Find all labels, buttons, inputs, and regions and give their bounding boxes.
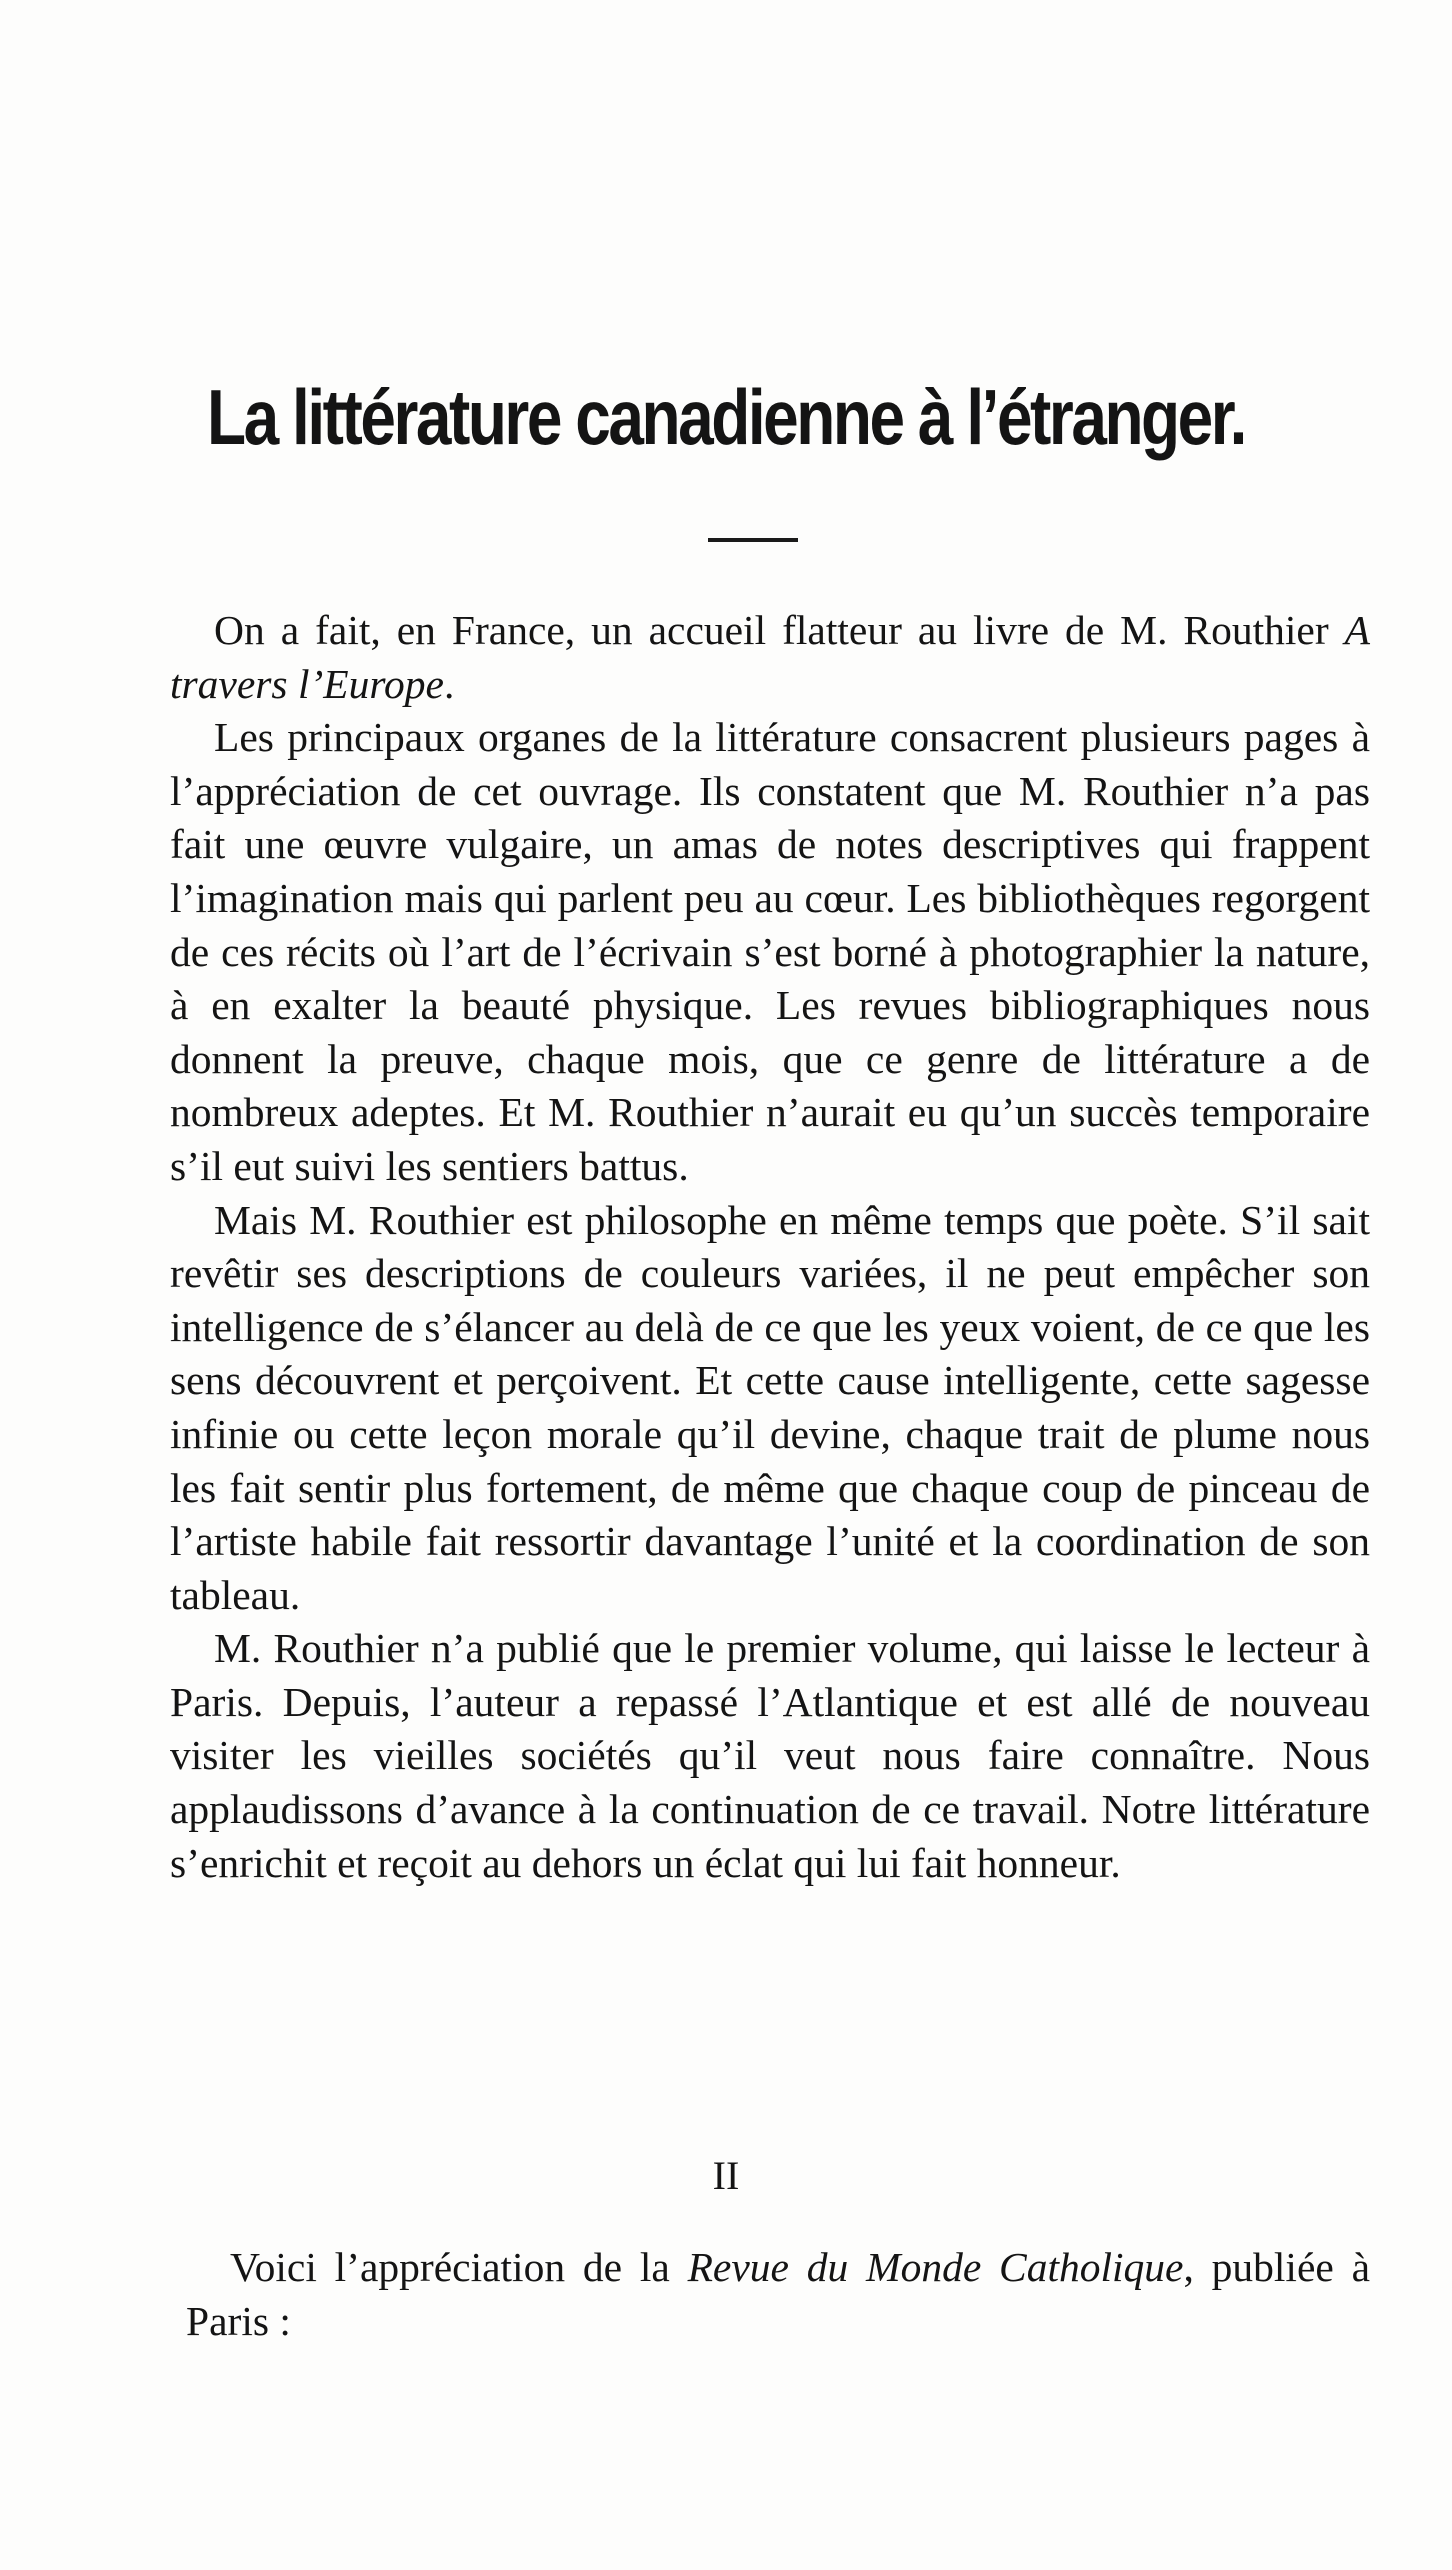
paragraph-4: M. Routhier n’a publié que le premier volume, qui laisse le lecteur à Paris. Depuis, l’auteur a repassé l’Atlantique et est allé de nouveau visiter les vieilles sociétés qu’il veut nous faire connaître. Nous applaudissons d’avance à la continuation de ce travail. Notre littérature s’enrichit et reçoit au dehors un éclat qui lui fait honneur.: [170, 1625, 1370, 1886]
book-title-reference: A travers l’Europe: [170, 607, 1370, 707]
paragraph-3: Mais M. Routhier est philosophe en même temps que poète. S’il sait revêtir ses descriptions de couleurs variées, il ne peut empêcher son intelligence de s’élancer au delà de ce que les yeux voient, de ce que les sens découvrent et perçoivent. Et cette cause intelligente, cette sagesse infinie ou cette leçon morale qu’il devine, chaque trait de plume nous les fait sentir plus fortement, de même que chaque coup de pinceau de l’artiste habile fait ressortir davantage l’unité et la coordination de son tableau.: [170, 1196, 1370, 1618]
journal-title-reference: Revue du Monde Catholique: [687, 2244, 1184, 2290]
paragraph-2: Les principaux organes de la littérature consacrent plusieurs pages à l’appréciation de cet ouvrage. Ils constatent que M. Routhier n’a pas fait une œuvre vulgaire, un amas de notes descriptives qui frappent l’imagination mais qui parlent peu au cœur. Les bibliothèques regorgent de ces récits où l’art de l’écrivain s’est borné à photographier la nature, à en exalter la beauté physique. Les revues bibliographiques nous donnent la preuve, chaque mois, que ce genre de littérature a de nombreux adeptes. Et M. Routhier n’aurait eu qu’un succès temporaire s’il eut suivi les sentiers battus.: [170, 714, 1370, 1189]
main-text: [170, 604, 1370, 1890]
closing-text: [186, 2240, 1370, 2348]
closing-end: , publiée à Paris :: [186, 2244, 1370, 2344]
closing-paragraph: [186, 2240, 1370, 2348]
paragraph-1-end: .: [443, 660, 455, 707]
paragraph-1: [170, 604, 1370, 711]
closing-lead: Voici l’appréciation de la: [230, 2244, 688, 2290]
section-number: II: [712, 2153, 740, 2198]
paragraph-1-lead: On a fait, en France, un accueil flatteur au livre de M. Routhier: [214, 607, 1345, 653]
title-divider: [708, 538, 798, 542]
page-title: La littérature canadienne à l’étranger.: [207, 373, 1245, 461]
